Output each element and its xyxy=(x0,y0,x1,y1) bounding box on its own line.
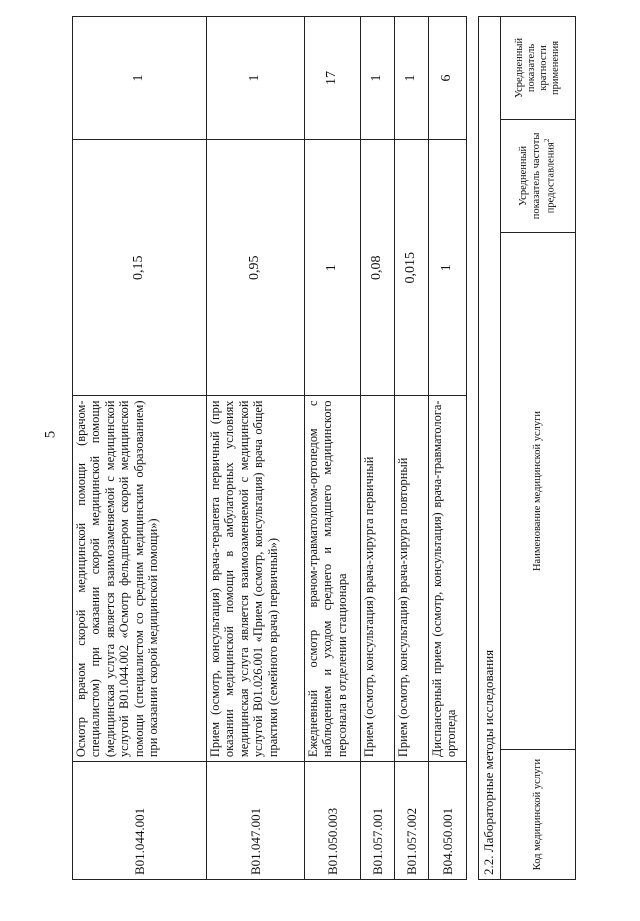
header-frequency-text: Усредненный показатель частоты предоставления xyxy=(518,132,557,220)
service-multiplicity: 1 xyxy=(207,17,305,140)
service-name: Прием (осмотр, консультация) врача-терапевта первичный (при оказании медицинской помощи в амбулаторных условиях медицинская услуга является взаимозаменяемой с медицинской услугой B01.026.001 «Прием (осмотр, консультация) врача общей практики (семейного врача) первичный») xyxy=(207,396,305,762)
service-code: B01.044.001 xyxy=(73,762,207,880)
service-code: B04.050.001 xyxy=(429,762,467,880)
table-row xyxy=(429,17,467,880)
header-frequency xyxy=(501,119,576,232)
service-multiplicity: 1 xyxy=(361,17,395,140)
service-frequency: 0,95 xyxy=(207,139,305,396)
services-table xyxy=(72,16,467,880)
header-code: Код медицинской услуги xyxy=(501,750,576,880)
table-row xyxy=(305,17,361,880)
service-multiplicity: 17 xyxy=(305,17,361,140)
service-code: B01.047.001 xyxy=(207,762,305,880)
service-code: B01.057.001 xyxy=(361,762,395,880)
service-multiplicity: 1 xyxy=(395,17,429,140)
service-name: Осмотр врачом скорой медицинской помощи (врачом-специалистом) при оказании скорой медицинской помощи (медицинская услуга является взаимозаменяемой с медицинской услугой B01.044.002 «Осмотр фельдшером скорой медицинской помощи (специалистом со средним медицинским образованием) при оказании скорой медицинской помощи») xyxy=(73,396,207,762)
service-code: B01.050.003 xyxy=(305,762,361,880)
header-multiplicity: Усредненный показатель кратности применения xyxy=(501,17,576,120)
service-code: B01.057.002 xyxy=(395,762,429,880)
table-header-row xyxy=(501,17,576,880)
service-multiplicity: 6 xyxy=(429,17,467,140)
document-body xyxy=(72,16,572,880)
service-name: Диспансерный прием (осмотр, консультация) врача-травматолога-ортопеда xyxy=(429,396,467,762)
service-multiplicity: 1 xyxy=(73,17,207,140)
table-row xyxy=(73,17,207,880)
lab-methods-table xyxy=(500,16,576,880)
header-name: Наименование медицинской услуги xyxy=(501,232,576,749)
service-frequency: 0,08 xyxy=(361,139,395,396)
table-row xyxy=(395,17,429,880)
service-frequency: 0,015 xyxy=(395,139,429,396)
service-frequency: 1 xyxy=(305,139,361,396)
page-number: 5 xyxy=(42,430,59,439)
service-name: Прием (осмотр, консультация) врача-хирурга повторный xyxy=(395,396,429,762)
section-title: 2.2. Лабораторные методы исследования xyxy=(478,16,500,880)
footnote-marker: 2 xyxy=(542,138,551,143)
table-row xyxy=(207,17,305,880)
service-name: Прием (осмотр, консультация) врача-хирурга первичный xyxy=(361,396,395,762)
service-frequency: 1 xyxy=(429,139,467,396)
table-row xyxy=(361,17,395,880)
service-frequency: 0,15 xyxy=(73,139,207,396)
service-name: Ежедневный осмотр врачом-травматологом-ортопедом с наблюдением и уходом среднего и младшего медицинского персонала в отделении стационара xyxy=(305,396,361,762)
